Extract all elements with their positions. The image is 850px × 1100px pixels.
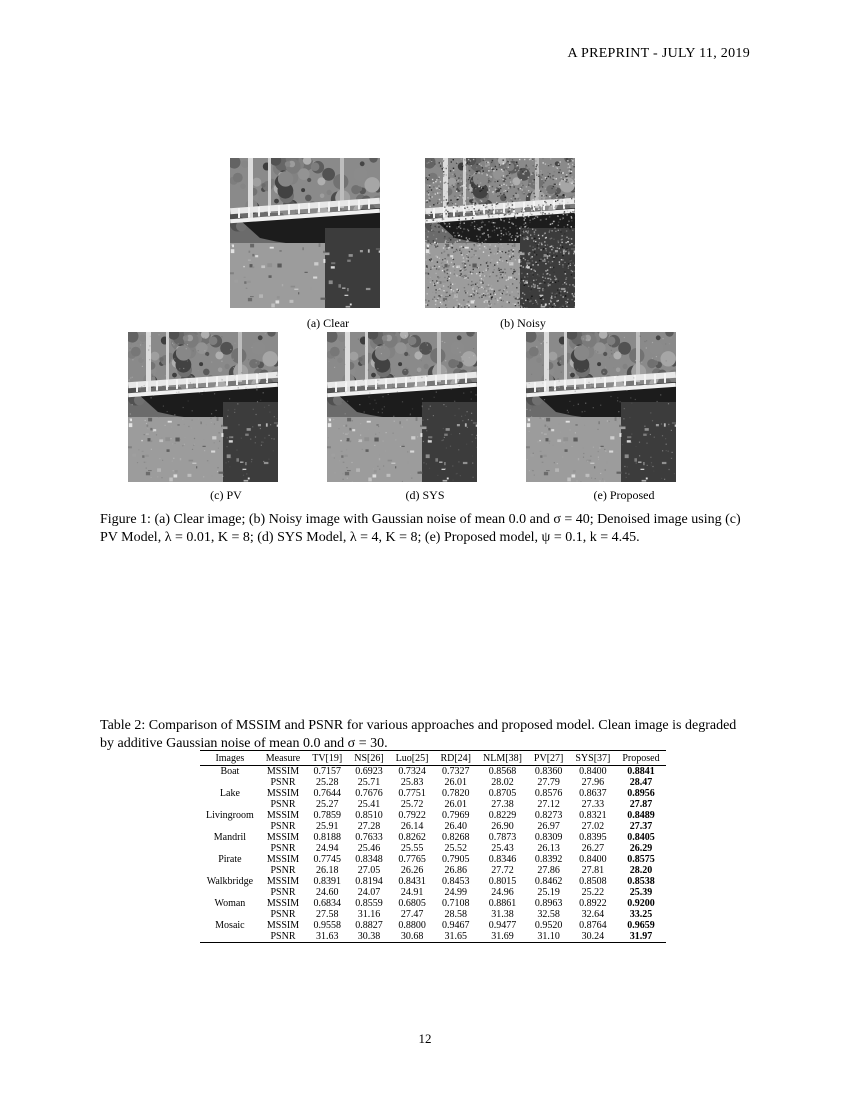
table-cell: 0.8538 xyxy=(627,876,655,887)
table-cell: PSNR xyxy=(270,799,296,810)
table-cell: 27.12 xyxy=(537,799,560,810)
table-cell: 24.96 xyxy=(491,887,514,898)
panel-caption-a: (a) Clear xyxy=(306,316,350,330)
table-cell: 27.38 xyxy=(491,799,514,810)
table-cell: 28.02 xyxy=(491,777,514,788)
table-cell xyxy=(200,799,260,810)
table-cell: 0.8188 xyxy=(313,832,341,843)
table-cell: 27.79 xyxy=(537,777,560,788)
panel-caption-b: (b) Noisy xyxy=(500,316,546,330)
table-cell: 27.81 xyxy=(581,865,605,876)
table-cell: 0.8963 xyxy=(534,898,563,909)
results-table xyxy=(200,750,666,943)
table-cell: 0.9200 xyxy=(627,898,655,909)
table-row xyxy=(200,865,666,876)
table-cell xyxy=(200,777,260,788)
figure-panel-d xyxy=(327,332,477,482)
table-cell xyxy=(200,865,260,876)
table-cell: Mandril xyxy=(213,832,246,843)
table-cell: 0.9558 xyxy=(313,920,341,931)
table-cell: 25.39 xyxy=(629,887,653,898)
table-cell: 31.69 xyxy=(477,931,528,943)
table-cell: 25.22 xyxy=(581,887,605,898)
table-cell: Pirate xyxy=(218,854,242,865)
table-cell: 0.7765 xyxy=(398,854,426,865)
table-cell: 0.8229 xyxy=(488,810,517,821)
table-cell: 0.8462 xyxy=(534,876,563,887)
table-cell: 0.8391 xyxy=(313,876,341,887)
table-cell: 26.90 xyxy=(491,821,514,832)
column-header: NLM[38] xyxy=(477,751,528,766)
table-cell: 0.9467 xyxy=(441,920,470,931)
table-cell: 0.8800 xyxy=(398,920,426,931)
table-cell: 0.8510 xyxy=(355,810,383,821)
column-header: TV[19] xyxy=(306,751,348,766)
table-cell: Livingroom xyxy=(206,810,254,821)
table-cell: 27.96 xyxy=(581,777,605,788)
table-row xyxy=(200,810,666,821)
column-header: Luo[25] xyxy=(390,751,435,766)
table-cell: 24.99 xyxy=(444,887,467,898)
table-cell: 0.8568 xyxy=(488,766,517,777)
table-cell: 0.7633 xyxy=(355,832,383,843)
table-cell: MSSIM xyxy=(266,832,300,843)
panel-caption-e: (e) Proposed xyxy=(593,488,655,502)
table-row xyxy=(200,898,666,909)
table-cell: 25.91 xyxy=(315,821,339,832)
table-row xyxy=(200,887,666,898)
table-cell: 25.55 xyxy=(400,843,424,854)
table-cell: PSNR xyxy=(270,843,296,854)
table-cell: 27.28 xyxy=(357,821,381,832)
table-cell: 0.7745 xyxy=(313,854,341,865)
table-cell: 0.9520 xyxy=(534,920,563,931)
table-cell: MSSIM xyxy=(266,810,300,821)
column-header: PV[27] xyxy=(528,751,569,766)
table-cell: 26.14 xyxy=(400,821,424,832)
running-header: A PREPRINT - JULY 11, 2019 xyxy=(567,46,750,61)
table-cell: 25.19 xyxy=(537,887,560,898)
figure-panel-c xyxy=(128,332,278,482)
table-cell: 25.27 xyxy=(315,799,339,810)
table-cell: 25.28 xyxy=(315,777,339,788)
table-cell: 27.86 xyxy=(537,865,560,876)
table-cell: 0.9477 xyxy=(488,920,517,931)
table-cell: 0.8637 xyxy=(579,788,607,799)
table-cell: 30.38 xyxy=(348,931,389,943)
table-row xyxy=(200,854,666,865)
table-row xyxy=(200,843,666,854)
table-cell: 0.8348 xyxy=(355,854,383,865)
table-cell: 0.8489 xyxy=(627,810,655,821)
table-cell: MSSIM xyxy=(266,766,300,777)
table-cell: 0.6834 xyxy=(313,898,341,909)
table-cell: 0.7327 xyxy=(441,766,470,777)
table-cell: 24.91 xyxy=(400,887,424,898)
table-cell: 0.8262 xyxy=(398,832,426,843)
table-cell: 0.7751 xyxy=(398,788,426,799)
table-row xyxy=(200,777,666,788)
table-cell: 0.8576 xyxy=(534,788,563,799)
table-cell xyxy=(200,909,260,920)
table-cell: 0.8395 xyxy=(579,832,607,843)
table-cell: 31.97 xyxy=(616,931,665,943)
table-cell: 27.33 xyxy=(581,799,605,810)
bridge-photo xyxy=(128,332,278,482)
table-cell: 26.01 xyxy=(444,777,467,788)
table-cell: PSNR xyxy=(260,931,306,943)
table-cell: 0.7157 xyxy=(313,766,341,777)
table-cell: 0.8453 xyxy=(441,876,470,887)
table-cell: 0.8705 xyxy=(488,788,517,799)
table-cell: 0.6805 xyxy=(398,898,426,909)
table-cell: 24.94 xyxy=(315,843,339,854)
table-cell: PSNR xyxy=(270,821,296,832)
table-cell: 25.83 xyxy=(400,777,424,788)
table-cell: Mosaic xyxy=(215,920,245,931)
table-cell: 0.9659 xyxy=(627,920,655,931)
column-header: SYS[37] xyxy=(569,751,616,766)
table-cell: 25.71 xyxy=(357,777,381,788)
panel-caption-c: (c) PV xyxy=(210,488,242,502)
column-header: NS[26] xyxy=(348,751,389,766)
table-cell: 0.7820 xyxy=(441,788,470,799)
table-cell: 32.64 xyxy=(581,909,605,920)
table-cell: Woman xyxy=(214,898,246,909)
table-cell: PSNR xyxy=(270,865,296,876)
table-row xyxy=(200,931,666,943)
table-cell: 30.68 xyxy=(390,931,435,943)
table-cell: 0.8321 xyxy=(579,810,607,821)
table-cell: Boat xyxy=(220,766,240,777)
table-row xyxy=(200,920,666,931)
column-header: RD[24] xyxy=(434,751,477,766)
table-cell: 0.8400 xyxy=(579,854,607,865)
table-cell: 31.38 xyxy=(491,909,514,920)
table-cell: 27.72 xyxy=(491,865,514,876)
table-cell: 26.26 xyxy=(400,865,424,876)
table-cell: 0.8431 xyxy=(398,876,426,887)
table-cell: 0.8400 xyxy=(579,766,607,777)
table-cell: 26.29 xyxy=(629,843,653,854)
table-cell: 26.01 xyxy=(444,799,467,810)
table-cell: 0.8559 xyxy=(355,898,383,909)
table-cell: PSNR xyxy=(270,909,296,920)
table-header-row xyxy=(200,751,666,766)
table-cell: 31.65 xyxy=(434,931,477,943)
table-cell: 31.10 xyxy=(528,931,569,943)
table-cell xyxy=(200,931,260,943)
table-row xyxy=(200,832,666,843)
column-header: Images xyxy=(200,751,260,766)
table-cell: 33.25 xyxy=(629,909,653,920)
table-cell: 0.8360 xyxy=(534,766,563,777)
table-cell: 31.63 xyxy=(306,931,348,943)
table-cell: 30.24 xyxy=(569,931,616,943)
table-cell: 25.52 xyxy=(444,843,467,854)
table-cell: 0.7108 xyxy=(441,898,470,909)
panel-caption-d: (d) SYS xyxy=(405,488,445,502)
table-cell: MSSIM xyxy=(266,788,300,799)
table-row xyxy=(200,788,666,799)
table-cell xyxy=(200,843,260,854)
figure-caption: Figure 1: (a) Clear image; (b) Noisy image with Gaussian noise of mean 0.0 and σ = 40; Denoised image using (c) PV Model, λ = 0.01, K = 8; (d) SYS Model, λ = 4, K = 8; (e) Proposed model, ψ = 0.1, k = 4.45. xyxy=(100,512,741,545)
table-cell: 0.8405 xyxy=(627,832,655,843)
table-cell: 0.8508 xyxy=(579,876,607,887)
table-cell: 25.41 xyxy=(357,799,381,810)
table-cell: 32.58 xyxy=(537,909,560,920)
table-cell: 27.37 xyxy=(629,821,653,832)
bridge-photo xyxy=(327,332,477,482)
table-cell xyxy=(200,821,260,832)
table-cell: 27.47 xyxy=(400,909,424,920)
table-cell: 0.8922 xyxy=(579,898,607,909)
table-cell: 0.7873 xyxy=(488,832,517,843)
table-caption: Table 2: Comparison of MSSIM and PSNR for various approaches and proposed model. Clean image is degraded by additive Gaussian noise of mean 0.0 and σ = 30. xyxy=(100,718,737,751)
table-cell: MSSIM xyxy=(266,854,300,865)
column-header: Measure xyxy=(260,751,306,766)
table-cell: 0.8764 xyxy=(579,920,607,931)
figure-panel-b xyxy=(425,158,575,308)
table-cell: PSNR xyxy=(270,887,296,898)
table-cell: Lake xyxy=(219,788,240,799)
table-cell xyxy=(200,887,260,898)
table-cell: 27.05 xyxy=(357,865,381,876)
table-cell: 0.8841 xyxy=(627,766,655,777)
table-cell: 0.8392 xyxy=(534,854,563,865)
table-cell: 0.8861 xyxy=(488,898,517,909)
table-row xyxy=(200,766,666,778)
table-cell: 27.87 xyxy=(629,799,653,810)
bridge-photo xyxy=(230,158,380,308)
table-cell: 0.8575 xyxy=(627,854,655,865)
table-row xyxy=(200,799,666,810)
table-cell: 0.7859 xyxy=(313,810,341,821)
table-cell: 25.72 xyxy=(400,799,424,810)
table-cell: 0.7969 xyxy=(441,810,470,821)
table-cell: 28.20 xyxy=(629,865,653,876)
table-cell: 0.7644 xyxy=(313,788,341,799)
table-cell: 25.46 xyxy=(357,843,381,854)
column-header: Proposed xyxy=(616,751,665,766)
figure-panel-a xyxy=(230,158,380,308)
table-cell: 0.7905 xyxy=(441,854,470,865)
table-cell: 0.8346 xyxy=(488,854,517,865)
table-cell: 31.16 xyxy=(357,909,381,920)
table-cell: 27.58 xyxy=(315,909,339,920)
table-cell: 0.7676 xyxy=(355,788,383,799)
table-cell: 0.8015 xyxy=(488,876,517,887)
table-cell: Walkbridge xyxy=(206,876,254,887)
table-cell: 0.7922 xyxy=(398,810,426,821)
table-row xyxy=(200,909,666,920)
table-cell: 26.13 xyxy=(537,843,560,854)
table-cell: 26.27 xyxy=(581,843,605,854)
table-cell: 0.8956 xyxy=(627,788,655,799)
bridge-photo xyxy=(526,332,676,482)
table-cell: 0.8194 xyxy=(355,876,383,887)
table-cell: 26.86 xyxy=(444,865,467,876)
table-cell: MSSIM xyxy=(266,920,300,931)
table-cell: 26.97 xyxy=(537,821,560,832)
table-cell: 24.07 xyxy=(357,887,381,898)
table-row xyxy=(200,876,666,887)
table-cell: 0.6923 xyxy=(355,766,383,777)
table-cell: 0.8827 xyxy=(355,920,383,931)
figure-panel-e xyxy=(526,332,676,482)
table-cell: 28.47 xyxy=(629,777,653,788)
table-cell: PSNR xyxy=(270,777,296,788)
table-cell: 26.18 xyxy=(315,865,339,876)
table-cell: 24.60 xyxy=(315,887,339,898)
table-cell: 0.8309 xyxy=(534,832,563,843)
table-cell: MSSIM xyxy=(266,876,300,887)
table-cell: 0.7324 xyxy=(398,766,426,777)
table-cell: 25.43 xyxy=(491,843,514,854)
table-cell: MSSIM xyxy=(266,898,300,909)
table-cell: 26.40 xyxy=(444,821,467,832)
table-cell: 0.8273 xyxy=(534,810,563,821)
table-cell: 0.8268 xyxy=(441,832,470,843)
table-row xyxy=(200,821,666,832)
page-number: 12 xyxy=(418,1031,432,1046)
bridge-photo xyxy=(425,158,575,308)
table-cell: 28.58 xyxy=(444,909,467,920)
table-cell: 27.02 xyxy=(581,821,605,832)
